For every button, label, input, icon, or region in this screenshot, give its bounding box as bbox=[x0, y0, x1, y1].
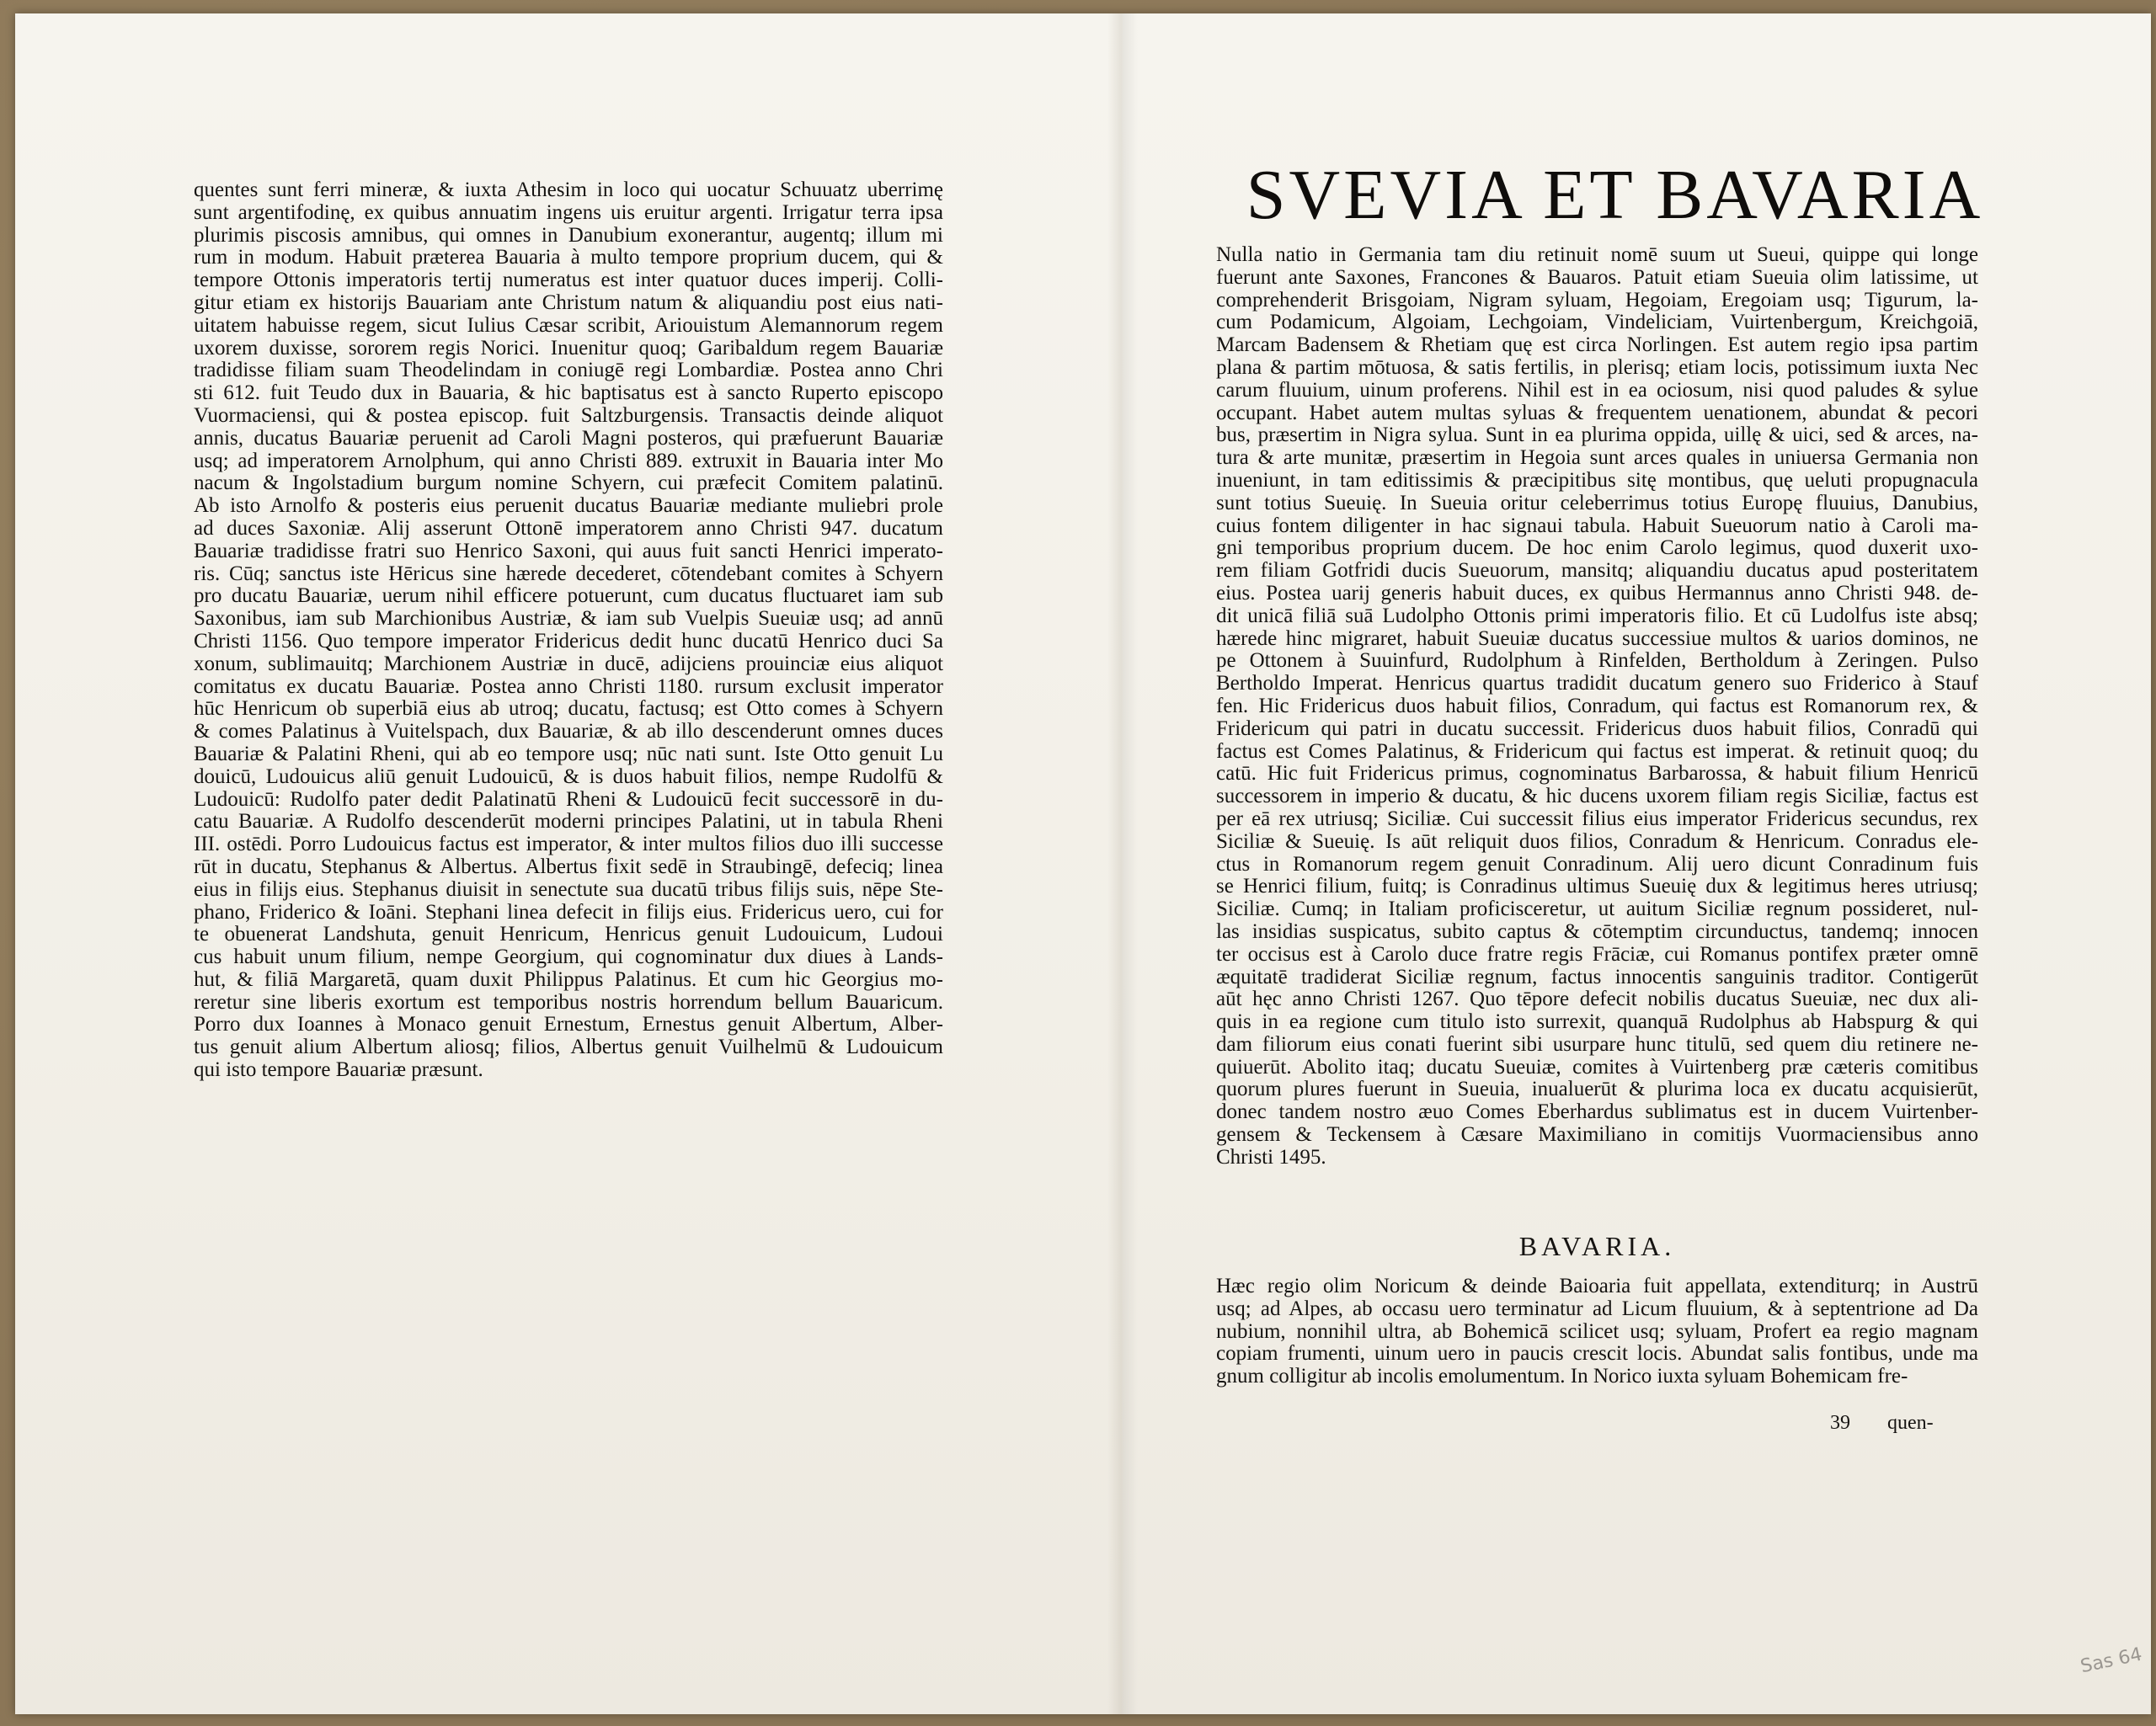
text-line: & comes Palatinus à Vuitelspach, dux Bauariæ, & ab illo descenderunt omnes duces bbox=[194, 721, 943, 743]
text-line: tura & arte munitæ, præsertim in Hegoia sunt arces quales in uniuersa Germania non bbox=[1216, 447, 1978, 470]
text-line: Nulla natio in Germania tam diu retinuit nomē suum ut Sueui, quippe qui longe bbox=[1216, 244, 1978, 266]
text-line: cus habuit unum filium, nempe Georgium, qui cognominatur dux diues à Lands- bbox=[194, 946, 943, 969]
text-line: plurimis piscosis amnibus, qui omnes in Danubium exonerantur, augentq; illum mi bbox=[194, 224, 943, 247]
text-line: quentes sunt ferri mineræ, & iuxta Athesim in loco qui uocatur Schuuatz uberrimę bbox=[194, 179, 943, 201]
text-line: donec tandem nostro æuo Comes Eberhardus sublimatus est in ducem Vuirtenber- bbox=[1216, 1101, 1978, 1124]
text-line: reretur sine liberis exortum est temporibus nostris horrendum bellum Bauaricum. bbox=[194, 991, 943, 1014]
text-line: ter occisus est à Carolo duce fratre regis Frāciæ, cui Romanus pontifex præter omnē bbox=[1216, 943, 1978, 966]
text-line: tradidisse filiam suam Theodelindam in coniugē regi Lombardiæ. Postea anno Chri bbox=[194, 360, 943, 382]
text-line: te obuenerat Landshuta, genuit Henricum, Henricus genuit Ludouicum, Ludoui bbox=[194, 924, 943, 946]
text-line: pro ducatu Bauariæ, uerum nihil efficere potuerunt, cum ducatus fluctuaret iam sub bbox=[194, 585, 943, 608]
page-footer bbox=[1798, 1412, 1967, 1435]
text-line: usq; ad imperatorem Arnolphum, qui anno Christi 889. extruxit in Bauaria inter Mo bbox=[194, 450, 943, 472]
catchword: quen- bbox=[1887, 1412, 1934, 1434]
text-line: eius in filijs eius. Stephanus diuisit in senectute sua ducatū tribus filijs suis, nēpe Ste- bbox=[194, 878, 943, 901]
left-page-text bbox=[194, 179, 943, 1082]
text-line: copiam frumenti, uinum uero in paucis crescit locis. Abundat salis fontibus, unde ma bbox=[1216, 1343, 1978, 1366]
text-line: Bertholdo Imperat. Henricus quartus tradidit ducatum genero suo Friderico à Stauf bbox=[1216, 673, 1978, 695]
text-line: Saxonibus, iam sub Marchionibus Austriæ, & iam sub Vuelpis Sueuiæ usq; ad annū bbox=[194, 608, 943, 631]
text-line: ad duces Saxoniæ. Alij asserunt Ottonē imperatorem anno Christi 947. ducatum bbox=[194, 517, 943, 540]
text-line: Fridericum qui patri in ducatu successit. Fridericus duos habuit filios, Conradū qui bbox=[1216, 717, 1978, 740]
text-line: dam filiorum eius conati fuerint sibi usurpare hunc titulū, sed quem diu retinere ne- bbox=[1216, 1033, 1978, 1056]
text-line: catū. Hic fuit Fridericus primus, cognominatus Barbarossa, & habuit filium Henricū bbox=[1216, 763, 1978, 786]
text-line: catu Bauariæ. A Rudolfo descenderūt moderni principes Palatini, ut in tabula Rheni bbox=[194, 811, 943, 834]
text-line: aūt hęc anno Christi 1267. Quo tēpore defecit nobilis ducatus Sueuiæ, nec dux ali- bbox=[1216, 988, 1978, 1011]
text-line: pe Ottonem à Suuinfurd, Rudolphum à Rinfelden, Bertholdum à Zeringen. Pulso bbox=[1216, 650, 1978, 673]
center-fold bbox=[1107, 13, 1138, 1714]
text-line: Bauariæ tradidisse fratri suo Henrico Saxoni, qui auus fuit sancti Henrici imperato- bbox=[194, 540, 943, 562]
text-line: uitatem habuisse regem, sicut Iulius Cæsar scribit, Ariouistum Alemannorum regem bbox=[194, 314, 943, 337]
page-number: 39 bbox=[1830, 1412, 1850, 1434]
bavaria-text bbox=[1216, 1276, 1978, 1388]
text-line: douicū, Ludouicus aliū genuit Ludouicū, & is duos habuit filios, nempe Rudolfū & bbox=[194, 765, 943, 788]
text-line: se Henrici filium, fuitq; is Conradinus ultimus Sueuię dux & legitimus heres utriusq; bbox=[1216, 876, 1978, 898]
text-line: rum in modum. Habuit præterea Bauaria à multo tempore proprium ducem, qui & bbox=[194, 247, 943, 269]
text-line: rūt in ducatu, Stephanus & Albertus. Albertus fixit sedē in Straubingē, defeciq; linea bbox=[194, 855, 943, 878]
text-line: phano, Friderico & Ioāni. Stephani linea defecit in filijs eius. Fridericus uero, cui for bbox=[194, 901, 943, 924]
text-line: fuerunt ante Saxones, Francones & Bauaros. Patuit etiam Sueuia olim latissime, ut bbox=[1216, 266, 1978, 289]
text-line: Ab isto Arnolfo & posteris eius peruenit ducatus Bauariæ mediante muliebri prole bbox=[194, 495, 943, 518]
text-line: rem filiam Gotfridi ducis Sueuorum, mansitq; aliquandiu ducatus apud posteritatem bbox=[1216, 560, 1978, 583]
text-line: quorum plures fuerunt in Sueuia, inualuerūt & plurima loca ex ducatu acquisierūt, bbox=[1216, 1079, 1978, 1101]
pencil-annotation: Sas 64 bbox=[2079, 1643, 2144, 1678]
right-page-text bbox=[1216, 244, 1978, 1169]
text-line: gnum colligitur ab incolis emolumentum. In Norico iuxta syluam Bohemicam fre- bbox=[1216, 1366, 1908, 1388]
text-line: ctus in Romanorum regem genuit Conradinum. Alij uero dicunt Conradinum fuis bbox=[1216, 853, 1978, 876]
text-line: ris. Cūq; sanctus iste Hēricus sine hærede decederet, cōtendebant comites à Schyern bbox=[194, 562, 943, 585]
text-line: gensem & Teckensem à Cæsare Maximiliano in comitijs Vuormaciensibus anno bbox=[1216, 1124, 1978, 1147]
text-line: Christi 1156. Quo tempore imperator Fridericus dedit hunc ducatū Henrico duci Sa bbox=[194, 630, 943, 653]
text-line: dit unicā filiā suā Ludolpho Ottonis primi imperatoris filio. Et cū Ludolfus iste absq; bbox=[1216, 605, 1978, 627]
text-line: hūc Henricum ob superbiā eius ab utroq; ducatu, factusq; est Otto comes à Schyern bbox=[194, 698, 943, 721]
text-line: tempore Ottonis imperatoris tertij numeratus est inter quatuor duces imperij. Colli- bbox=[194, 269, 943, 292]
text-line: usq; ad Alpes, ab occasu uero terminatur ad Licum fluuium, & à septentrione ad Da bbox=[1216, 1297, 1978, 1320]
text-line: Siciliæ. Cumq; in Italiam proficisceretur, ut auitum Siciliæ regnum possideret, nul- bbox=[1216, 898, 1978, 921]
text-line: xonum, sublimauitq; Marchionem Austriæ in ducē, adijciens prouinciæ eius aliquot bbox=[194, 653, 943, 675]
text-line: successorem in imperio & ducatu, & hic ducens uxorem filiam regis Siciliæ, factus est bbox=[1216, 786, 1978, 808]
text-line: carum fluuium, uinum proferens. Nihil est in ea ociosum, nisi quod paludes & sylue bbox=[1216, 379, 1978, 402]
text-line: tus genuit alium Albertum aliosq; filios, Albertus genuit Vuilhelmū & Ludouicum bbox=[194, 1036, 943, 1059]
text-line: comitatus ex ducatu Bauariæ. Postea anno Christi 1180. rursum exclusit imperator bbox=[194, 675, 943, 698]
text-line: sunt argentifodinę, ex quibus annuatim ingens uis eruitur argenti. Irrigatur terra ipsa bbox=[194, 201, 943, 224]
text-line: Siciliæ & Sueuię. Is aūt reliquit duos filios, Conradum & Henricum. Conradus ele- bbox=[1216, 830, 1978, 853]
text-line: sunt totius Sueuię. In Sueuia oritur celeberrimus totius Europę fluuius, Danubius, bbox=[1216, 492, 1978, 514]
text-line: eius. Postea uarij generis habuit duces, ex quibus Hermannus anno Christi 948. de- bbox=[1216, 582, 1978, 605]
text-line: nubium, nonnihil ultra, ab Bohemicā scilicet usq; syluam, Profert ea regio magnam bbox=[1216, 1320, 1978, 1343]
text-line: comprehenderit Brisgoiam, Nigram syluam, Hegoiam, Eregoiam usq; Tigurum, la- bbox=[1216, 289, 1978, 312]
text-line: las insidias suspicatus, subito captus & cōtemptim circunductus, tandemq; innocen bbox=[1216, 920, 1978, 943]
text-line: per eā rex utriusq; Siciliæ. Cui successit filius eius imperator Fridericus secundus, rex bbox=[1216, 807, 1978, 830]
text-line: hærede hinc migraret, habuit Sueuiæ ducatus successiue multos & uarios dominos, ne bbox=[1216, 627, 1978, 650]
text-line: qui isto tempore Bauariæ præsunt. bbox=[194, 1059, 483, 1082]
section-heading: BAVARIA. bbox=[1518, 1231, 1676, 1261]
text-line: cum Podamicum, Algoiam, Lechgoiam, Vindeliciam, Vuirtenbergum, Kreichgoiā, bbox=[1216, 312, 1978, 334]
text-line: annis, ducatus Bauariæ peruenit ad Caroli Magni posteros, qui præfuerunt Bauariæ bbox=[194, 427, 943, 450]
text-line: Bauariæ & Palatini Rheni, qui ab eo tempore usq; nūc nati sunt. Iste Otto genuit Lu bbox=[194, 743, 943, 765]
text-line: Ludouicū: Rudolfo pater dedit Palatinatū Rheni & Ludouicū fecit successorē in du- bbox=[194, 788, 943, 811]
text-line: fen. Hic Fridericus duos habuit filios, Conradum, qui factus est Romanorum rex, & bbox=[1216, 695, 1978, 717]
text-line: gitur etiam ex historijs Bauariam ante Christum natum & aliquandiu post eius nati- bbox=[194, 291, 943, 314]
text-line: quiuerūt. Abolito itaq; ducatu Sueuiæ, comites à Vuirtenberg præ cæteris comitibus bbox=[1216, 1056, 1978, 1079]
text-line: bus, præsertim in Nigra sylua. Sunt in ea plurima oppida, uillę & uici, sed & arces, na- bbox=[1216, 424, 1978, 447]
text-line: quis in ea regione cum titulo isto surrexit, quanquā Rudolphus ab Habspurg & qui bbox=[1216, 1011, 1978, 1034]
text-line: occupant. Habet autem multas syluas & frequentem uenationem, abundat & pecori bbox=[1216, 402, 1978, 424]
text-line: factus est Comes Palatinus, & Fridericum qui factus est imperat. & retinuit quoq; du bbox=[1216, 740, 1978, 763]
text-line: Christi 1495. bbox=[1216, 1146, 1326, 1169]
text-line: gni temporibus proprium ducem. De hoc enim Carolo legimus, quod duxerit uxo- bbox=[1216, 537, 1978, 560]
text-line: Vuormaciensi, qui & postea episcop. fuit Saltzburgensis. Transactis deinde aliquot bbox=[194, 404, 943, 427]
text-line: æquitatē tradiderat Siciliæ regnum, factus innocentis sanguinis traditor. Contigerūt bbox=[1216, 966, 1978, 988]
text-line: Marcam Badensem & Rhetiam quę est circa Norlingen. Est autem regio ipsa partim bbox=[1216, 334, 1978, 357]
text-line: III. ostēdi. Porro Ludouicus factus est imperator, & inter multos filios duo illi successe bbox=[194, 834, 943, 856]
text-line: inueniunt, in tam editissimis & præcipitibus sitę montibus, quę ueluti propugnacula bbox=[1216, 469, 1978, 492]
text-line: Porro dux Ioannes à Monaco genuit Ernestum, Ernestus genuit Albertum, Alber- bbox=[194, 1014, 943, 1036]
page-title: SVEVIA ET BAVARIA bbox=[1246, 156, 1984, 234]
text-line: nacum & Ingolstadium burgum nomine Schyern, cui præfecit Comitem palatinū. bbox=[194, 472, 943, 495]
text-line: plana & partim mōtuosa, & satis fertilis, in plerisq; etiam locis, potissimum iuxta Nec bbox=[1216, 356, 1978, 379]
text-line: sti 612. fuit Teudo dux in Bauaria, & hic baptisatus est à sancto Ruperto episcopo bbox=[194, 382, 943, 405]
text-line: Hæc regio olim Noricum & deinde Baioaria fuit appellata, extenditurq; in Austrū bbox=[1216, 1276, 1978, 1297]
text-line: cuius fontem diligenter in hac signaui tabula. Habuit Sueuorum natio à Caroli ma- bbox=[1216, 514, 1978, 537]
text-line: uxorem duxisse, sororem regis Norici. Inuenitur quoq; Garibaldum regem Bauariæ bbox=[194, 337, 943, 360]
text-line: hut, & filiā Margaretā, quam duxit Philippus Palatinus. Et cum hic Georgius mo- bbox=[194, 968, 943, 991]
